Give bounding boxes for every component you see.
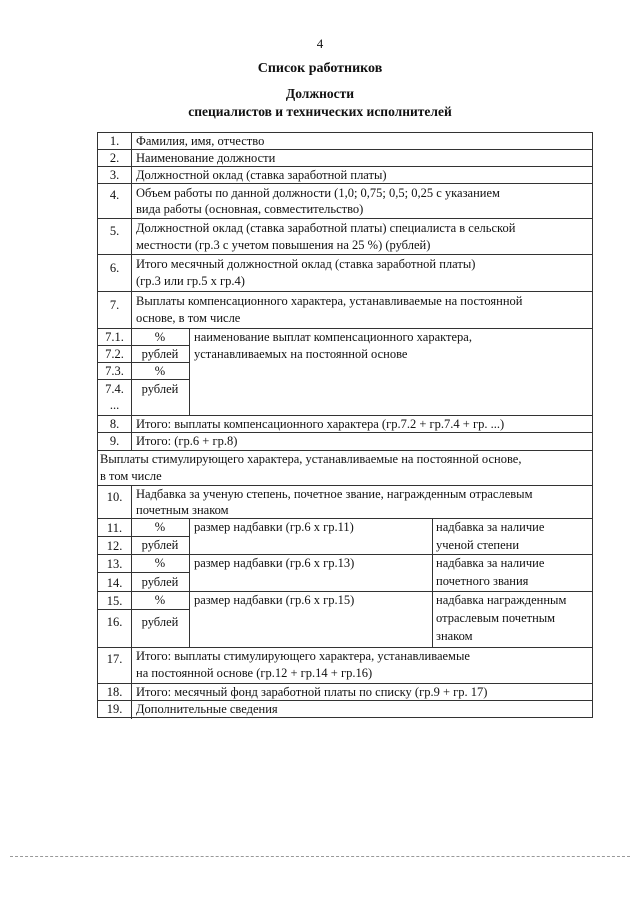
row-divider xyxy=(98,254,592,255)
row-number: 16. xyxy=(106,615,123,629)
row-label: вида работы (основная, совместительство) xyxy=(136,202,364,216)
row-number: 5. xyxy=(109,224,120,238)
row-label: Итого: месячный фонд заработной платы по списку (гр.9 + гр. 17) xyxy=(136,685,488,699)
row-number: 17. xyxy=(106,652,123,666)
row-label: Дополнительные сведения xyxy=(136,702,278,716)
row-number: 19. xyxy=(106,702,123,716)
row-label: Надбавка за ученую степень, почетное звание, награжденным отраслевым xyxy=(136,487,533,501)
scan-artifact-line xyxy=(10,856,630,857)
bonus-description: ученой степени xyxy=(436,538,520,552)
section-header: Выплаты стимулирующего характера, устанавливаемые на постоянной основе, xyxy=(100,452,522,466)
row-number: 12. xyxy=(106,539,123,553)
row-label: на постоянной основе (гр.12 + гр.14 + гр.16) xyxy=(136,666,373,680)
row-label: Объем работы по данной должности (1,0; 0,75; 0,5; 0,25 с указанием xyxy=(136,186,500,200)
unit-cell: рублей xyxy=(141,575,179,589)
unit-cell: % xyxy=(154,556,166,570)
row-label: Должностной оклад (ставка заработной платы) xyxy=(136,168,387,182)
unit-cell: рублей xyxy=(141,538,179,552)
bonus-size: размер надбавки (гр.6 х гр.11) xyxy=(194,520,354,534)
column-divider xyxy=(131,133,132,450)
row-number: 6. xyxy=(109,261,120,275)
row-number: 3. xyxy=(109,168,120,182)
row-number: 7.1. xyxy=(105,330,124,344)
row-label: (гр.3 или гр.5 х гр.4) xyxy=(136,274,245,288)
row-divider xyxy=(98,291,592,292)
unit-cell: % xyxy=(154,330,166,344)
row-divider xyxy=(98,218,592,219)
row-number: 8. xyxy=(109,417,120,431)
row-label: Итого месячный должностной оклад (ставка заработной платы) xyxy=(136,257,476,271)
row-number: 7. xyxy=(109,298,120,312)
row-label: местности (гр.3 с учетом повышения на 25 %) (рублей) xyxy=(136,238,431,252)
column-divider xyxy=(189,518,190,647)
unit-cell: % xyxy=(154,364,166,378)
row-number: 18. xyxy=(106,685,123,699)
row-label: почетным знаком xyxy=(136,503,229,517)
row-label: Наименование должности xyxy=(136,151,276,165)
unit-cell: рублей xyxy=(141,615,179,629)
compensation-description: устанавливаемых на постоянной основе xyxy=(194,347,408,361)
row-number: 14. xyxy=(106,576,123,590)
row-number: 9. xyxy=(109,434,120,448)
section-header: в том числе xyxy=(100,469,162,483)
column-divider xyxy=(432,518,433,647)
document-title: Список работников xyxy=(257,61,383,76)
column-divider xyxy=(189,328,190,415)
row-label: Выплаты компенсационного характера, устанавливаемые на постоянной xyxy=(136,294,523,308)
row-divider xyxy=(98,379,189,380)
row-label: Итого: (гр.6 + гр.8) xyxy=(136,434,238,448)
row-divider xyxy=(98,609,189,610)
bonus-description: отраслевым почетным xyxy=(436,611,556,625)
unit-cell: рублей xyxy=(141,382,179,396)
row-number: 1. xyxy=(109,134,120,148)
row-number: 15. xyxy=(106,594,123,608)
row-label: Должностной оклад (ставка заработной платы) специалиста в сельской xyxy=(136,221,516,235)
row-number: 13. xyxy=(106,557,123,571)
unit-cell: рублей xyxy=(141,347,179,361)
row-number: 7.3. xyxy=(105,364,124,378)
bonus-description: надбавка за наличие xyxy=(436,520,545,534)
row-number: 7.2. xyxy=(105,347,124,361)
bonus-description: надбавка награжденным xyxy=(436,593,567,607)
page-number: 4 xyxy=(316,36,324,51)
row-number: 11. xyxy=(106,521,123,535)
bonus-size: размер надбавки (гр.6 х гр.15) xyxy=(194,593,355,607)
bonus-description: надбавка за наличие xyxy=(436,556,545,570)
document-subtitle-line2: специалистов и технических исполнителей xyxy=(188,104,452,119)
compensation-description: наименование выплат компенсационного характера, xyxy=(194,330,472,344)
row-divider xyxy=(98,183,592,184)
unit-cell: % xyxy=(154,520,166,534)
bonus-size: размер надбавки (гр.6 х гр.13) xyxy=(194,556,355,570)
bonus-description: почетного звания xyxy=(436,574,529,588)
staff-table xyxy=(97,132,593,718)
row-label: основе, в том числе xyxy=(136,311,241,325)
row-number: 10. xyxy=(106,490,123,504)
row-label: Итого: выплаты компенсационного характера (гр.7.2 + гр.7.4 + гр. ...) xyxy=(136,417,505,431)
document-subtitle-line1: Должности xyxy=(285,86,355,101)
bonus-description: знаком xyxy=(436,629,473,643)
row-number: 2. xyxy=(109,151,120,165)
row-number-continuation: ... xyxy=(109,398,120,412)
row-label: Итого: выплаты стимулирующего характера, устанавливаемые xyxy=(136,649,470,663)
row-divider xyxy=(98,572,189,573)
row-number: 4. xyxy=(109,188,120,202)
row-number: 7.4. xyxy=(105,382,124,396)
unit-cell: % xyxy=(154,593,166,607)
row-label: Фамилия, имя, отчество xyxy=(136,134,265,148)
